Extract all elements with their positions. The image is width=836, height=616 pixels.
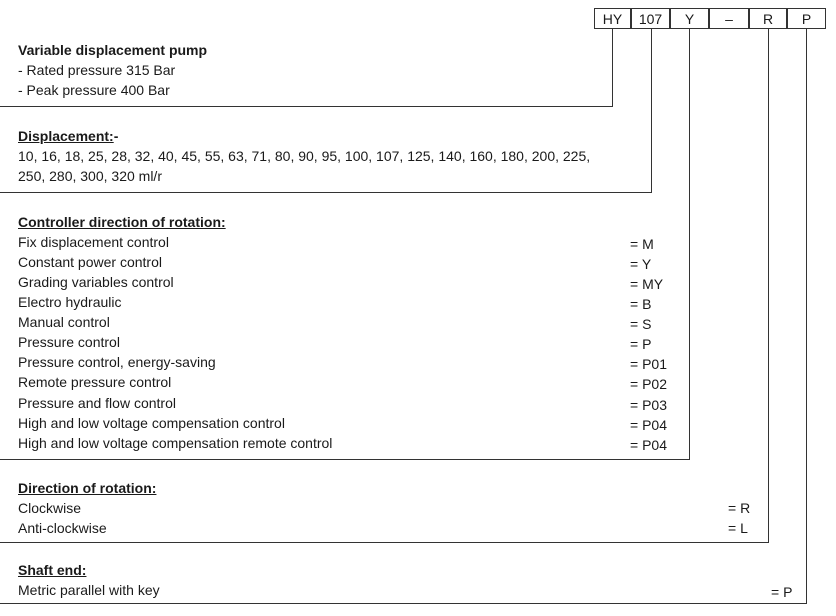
divider-pump bbox=[0, 106, 613, 107]
displacement-values: 250, 280, 300, 320 ml/r bbox=[18, 168, 162, 184]
code-box-rotation: R bbox=[749, 8, 787, 29]
controller-item: High and low voltage compensation control bbox=[18, 415, 285, 431]
code-box-dash: – bbox=[709, 8, 749, 29]
controller-code: = P01 bbox=[630, 356, 667, 372]
controller-item: Pressure control bbox=[18, 334, 120, 350]
displacement-title-suffix: - bbox=[113, 128, 119, 144]
rotation-title: Direction of rotation: bbox=[18, 480, 157, 496]
displacement-title bbox=[18, 126, 118, 146]
code-box-controller: Y bbox=[670, 8, 709, 29]
controller-code: = P02 bbox=[630, 376, 667, 392]
pump-line: - Peak pressure 400 Bar bbox=[18, 82, 170, 98]
controller-code: = M bbox=[630, 236, 654, 252]
controller-item: Pressure control, energy-saving bbox=[18, 354, 216, 370]
connector-displacement bbox=[651, 29, 652, 192]
controller-item: Fix displacement control bbox=[18, 234, 169, 250]
code-box-shaft: P bbox=[787, 8, 826, 29]
controller-code: = S bbox=[630, 316, 652, 332]
displacement-values: 10, 16, 18, 25, 28, 32, 40, 45, 55, 63, 71, 80, 90, 95, 100, 107, 125, 140, 160, 180, 200, 225, bbox=[18, 148, 591, 164]
divider-rotation bbox=[0, 542, 769, 543]
controller-item: Grading variables control bbox=[18, 274, 174, 290]
connector-series bbox=[612, 29, 613, 106]
divider-shaft bbox=[0, 603, 807, 604]
divider-controller bbox=[0, 459, 690, 460]
rotation-item: Clockwise bbox=[18, 500, 82, 516]
controller-item: Constant power control bbox=[18, 254, 162, 270]
controller-item: Manual control bbox=[18, 314, 110, 330]
rotation-code: = R bbox=[728, 500, 751, 516]
rotation-item: Anti-clockwise bbox=[18, 520, 107, 536]
connector-shaft bbox=[806, 29, 807, 603]
controller-item: Remote pressure control bbox=[18, 374, 172, 390]
shaft-item: Metric parallel with key bbox=[18, 582, 160, 598]
controller-item: High and low voltage compensation remote control bbox=[18, 435, 333, 451]
pump-title: Variable displacement pump bbox=[18, 42, 208, 58]
code-box-series: HY bbox=[594, 8, 631, 29]
controller-code: = B bbox=[630, 296, 652, 312]
divider-displacement bbox=[0, 192, 652, 193]
shaft-title: Shaft end: bbox=[18, 562, 87, 578]
controller-code: = Y bbox=[630, 256, 652, 272]
controller-code: = P04 bbox=[630, 437, 667, 453]
connector-rotation bbox=[768, 29, 769, 542]
shaft-code: = P bbox=[771, 584, 793, 600]
controller-code: = MY bbox=[630, 276, 664, 292]
controller-code: = P bbox=[630, 336, 652, 352]
controller-code: = P03 bbox=[630, 397, 667, 413]
connector-controller bbox=[689, 29, 690, 459]
controller-code: = P04 bbox=[630, 417, 667, 433]
controller-item: Electro hydraulic bbox=[18, 294, 122, 310]
displacement-title-text: Displacement: bbox=[18, 128, 114, 144]
controller-item: Pressure and flow control bbox=[18, 395, 176, 411]
pump-line: - Rated pressure 315 Bar bbox=[18, 62, 176, 78]
code-box-displacement: 107 bbox=[631, 8, 670, 29]
controller-title: Controller direction of rotation: bbox=[18, 214, 226, 230]
rotation-code: = L bbox=[728, 520, 748, 536]
